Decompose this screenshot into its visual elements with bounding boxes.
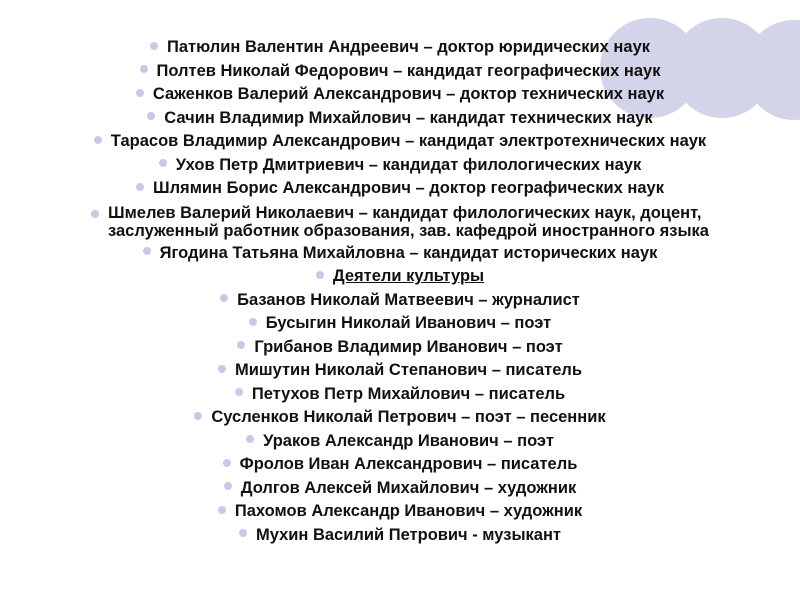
list-item <box>0 359 800 383</box>
bullet-icon <box>194 412 202 420</box>
bullet-icon <box>147 112 155 120</box>
bullet-icon <box>94 136 102 144</box>
list-item <box>0 289 800 313</box>
list-item <box>0 383 800 407</box>
bullet-icon <box>223 459 231 467</box>
list-item <box>0 201 800 242</box>
list-item-text: Сусленков Николай Петрович – поэт – песенник <box>211 408 606 426</box>
people-list <box>0 36 800 547</box>
list-item <box>0 130 800 154</box>
list-item <box>0 477 800 501</box>
bullet-icon <box>246 435 254 443</box>
bullet-icon <box>220 294 228 302</box>
list-item-text: Шлямин Борис Александрович – доктор географических наук <box>153 179 664 197</box>
list-item-text-line1: Шмелев Валерий Николаевич – кандидат филологических наук, доцент, <box>108 203 702 222</box>
bullet-icon <box>249 318 257 326</box>
list-item <box>0 406 800 430</box>
list-item-text: Патюлин Валентин Андреевич – доктор юридических наук <box>166 38 651 56</box>
list-item-text: Ягодина Татьяна Михайловна – кандидат исторических наук <box>159 243 658 262</box>
list-item <box>0 312 800 336</box>
bullet-icon <box>143 247 151 255</box>
bullet-icon <box>218 365 226 373</box>
list-item-text: Мишутин Николай Степанович – писатель <box>234 361 583 379</box>
list-item <box>0 107 800 131</box>
bullet-icon <box>316 271 324 279</box>
bullet-icon <box>150 42 158 50</box>
bullet-icon <box>224 482 232 490</box>
list-item <box>0 83 800 107</box>
list-item <box>0 500 800 524</box>
list-item-text: Мухин Василий Петрович - музыкант <box>255 525 562 544</box>
bullet-icon <box>136 183 144 191</box>
list-item-text: Полтев Николай Федорович – кандидат географических наук <box>156 61 661 80</box>
bullet-icon <box>140 65 148 73</box>
list-item <box>0 36 800 60</box>
list-item <box>0 453 800 477</box>
list-item-text: Фролов Иван Александрович – писатель <box>239 455 578 473</box>
list-item <box>0 336 800 360</box>
bullet-icon <box>235 388 243 396</box>
list-item-text: Тарасов Владимир Александрович – кандидат электротехнических наук <box>110 132 707 150</box>
bullet-icon <box>237 341 245 349</box>
list-item-text: Петухов Петр Михайлович – писатель <box>251 384 566 403</box>
list-item <box>0 430 800 454</box>
list-item <box>0 60 800 84</box>
section-heading-text: Деятели культуры <box>332 267 485 285</box>
list-item <box>0 242 800 266</box>
list-item-text: Ураков Александр Иванович – поэт <box>263 431 554 450</box>
list-item <box>0 524 800 548</box>
list-item <box>0 177 800 201</box>
bullet-icon <box>218 506 226 514</box>
list-item-text: Базанов Николай Матвеевич – журналист <box>237 290 580 309</box>
list-item-text: Сачин Владимир Михайлович – кандидат технических наук <box>164 108 653 127</box>
list-item <box>0 154 800 178</box>
section-heading <box>0 265 800 289</box>
list-item-text: Долгов Алексей Михайлович – художник <box>240 478 577 497</box>
bullet-icon <box>91 210 99 218</box>
list-item-text: Ухов Петр Дмитриевич – кандидат филологических наук <box>175 155 642 174</box>
bullet-icon <box>239 529 247 537</box>
bullet-icon <box>159 159 167 167</box>
list-item-text: Грибанов Владимир Иванович – поэт <box>254 337 563 356</box>
list-item-text: Саженков Валерий Александрович – доктор технических наук <box>152 85 665 103</box>
list-item-text: Пахомов Александр Иванович – художник <box>234 502 583 520</box>
bullet-icon <box>136 89 144 97</box>
list-item-text-line2: заслуженный работник образования, зав. кафедрой иностранного языка <box>108 221 709 240</box>
list-item-text: Бусыгин Николай Иванович – поэт <box>265 314 552 332</box>
list-item-text <box>108 204 709 240</box>
